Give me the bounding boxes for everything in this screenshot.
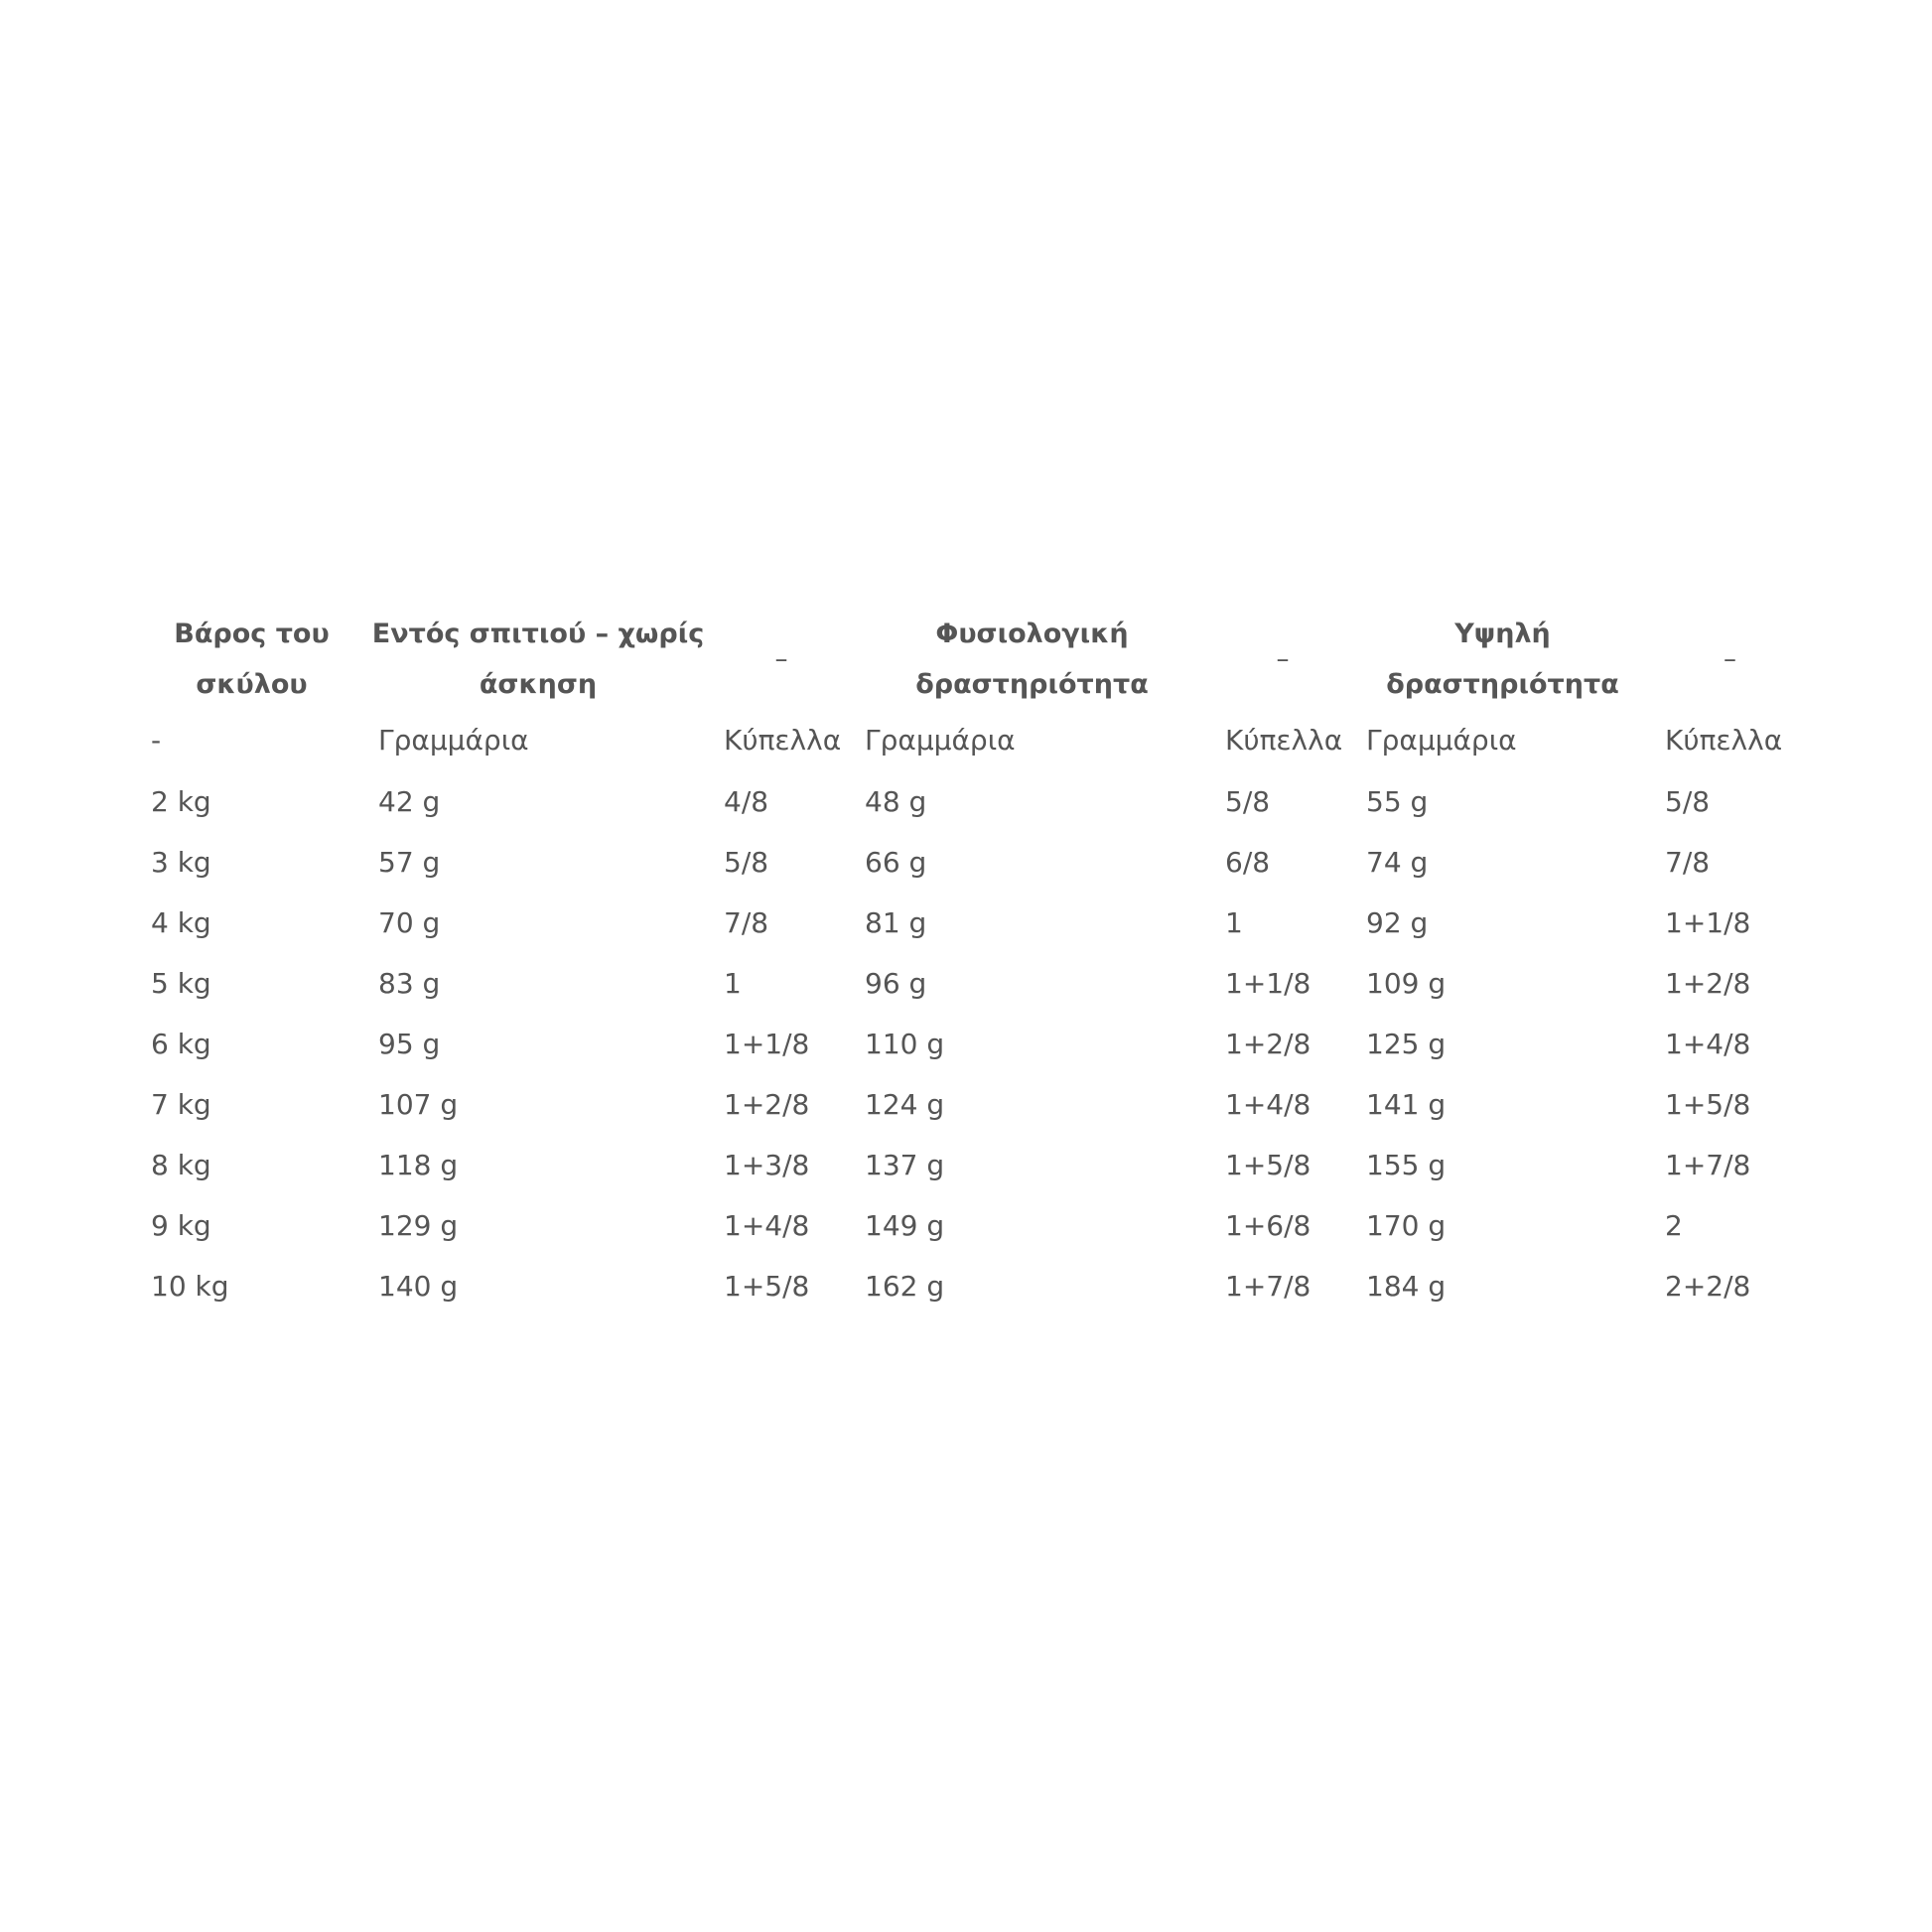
subheader-weight: - <box>151 724 162 757</box>
cell-grams-normal: 149 g <box>865 1208 945 1242</box>
cell-cups-high: 5/8 <box>1665 784 1711 818</box>
cell-cups-high: 1+5/8 <box>1665 1087 1751 1121</box>
header-dash: – <box>774 643 788 674</box>
cell-weight: 2 kg <box>151 784 211 818</box>
cell-weight: 7 kg <box>151 1087 211 1121</box>
cell-weight: 10 kg <box>151 1269 229 1303</box>
cell-weight: 6 kg <box>151 1027 211 1060</box>
table-row <box>139 771 1807 832</box>
cell-grams-normal: 81 g <box>865 905 927 939</box>
cell-cups-high: 1+7/8 <box>1665 1148 1751 1181</box>
cell-weight: 9 kg <box>151 1208 211 1242</box>
cell-grams-high: 170 g <box>1366 1208 1447 1242</box>
table-row <box>139 893 1807 953</box>
subheader-cups: Κύπελλα <box>724 724 842 757</box>
subheader-grams: Γραμμάρια <box>865 724 1016 757</box>
cell-grams-indoor: 95 g <box>378 1027 441 1060</box>
feeding-table <box>139 609 1807 1316</box>
cell-cups-normal: 5/8 <box>1225 784 1271 818</box>
header-high-activity: Υψηλή δραστηριότητα <box>1386 619 1619 700</box>
cell-grams-indoor: 83 g <box>378 966 441 1000</box>
cell-grams-indoor: 140 g <box>378 1269 459 1303</box>
cell-cups-indoor: 5/8 <box>724 845 769 879</box>
cell-grams-normal: 96 g <box>865 966 927 1000</box>
cell-grams-normal: 110 g <box>865 1027 945 1060</box>
cell-grams-indoor: 57 g <box>378 845 441 879</box>
cell-grams-high: 74 g <box>1366 845 1429 879</box>
cell-grams-high: 109 g <box>1366 966 1447 1000</box>
header-weight: Βάρος του σκύλου <box>174 619 330 700</box>
table-subheader-row <box>139 710 1807 771</box>
subheader-cups: Κύπελλα <box>1665 724 1783 757</box>
cell-cups-indoor: 1+2/8 <box>724 1087 810 1121</box>
cell-grams-indoor: 107 g <box>378 1087 459 1121</box>
table-row <box>139 1256 1807 1316</box>
cell-cups-normal: 1 <box>1225 905 1243 939</box>
subheader-grams: Γραμμάρια <box>1366 724 1517 757</box>
cell-cups-indoor: 1 <box>724 966 742 1000</box>
cell-weight: 8 kg <box>151 1148 211 1181</box>
cell-cups-normal: 1+1/8 <box>1225 966 1311 1000</box>
header-indoor: Εντός σπιτιού – χωρίς άσκηση <box>371 619 705 700</box>
cell-cups-indoor: 1+5/8 <box>724 1269 810 1303</box>
cell-cups-normal: 1+2/8 <box>1225 1027 1311 1060</box>
cell-cups-indoor: 1+4/8 <box>724 1208 810 1242</box>
cell-grams-normal: 48 g <box>865 784 927 818</box>
cell-cups-normal: 1+4/8 <box>1225 1087 1311 1121</box>
cell-grams-high: 125 g <box>1366 1027 1447 1060</box>
cell-cups-high: 7/8 <box>1665 845 1711 879</box>
cell-cups-normal: 1+7/8 <box>1225 1269 1311 1303</box>
cell-grams-high: 92 g <box>1366 905 1429 939</box>
cell-cups-normal: 1+5/8 <box>1225 1148 1311 1181</box>
table-row <box>139 1195 1807 1256</box>
cell-grams-indoor: 129 g <box>378 1208 459 1242</box>
header-dash: – <box>1724 643 1736 674</box>
cell-weight: 3 kg <box>151 845 211 879</box>
table-header-row <box>139 609 1807 710</box>
cell-cups-high: 1+4/8 <box>1665 1027 1751 1060</box>
cell-cups-high: 1+1/8 <box>1665 905 1751 939</box>
cell-grams-indoor: 118 g <box>378 1148 459 1181</box>
cell-grams-normal: 162 g <box>865 1269 945 1303</box>
cell-grams-high: 141 g <box>1366 1087 1447 1121</box>
cell-grams-normal: 66 g <box>865 845 927 879</box>
cell-cups-indoor: 7/8 <box>724 905 769 939</box>
cell-grams-indoor: 42 g <box>378 784 441 818</box>
cell-weight: 5 kg <box>151 966 211 1000</box>
table-row <box>139 1135 1807 1195</box>
cell-grams-normal: 137 g <box>865 1148 945 1181</box>
cell-cups-normal: 1+6/8 <box>1225 1208 1311 1242</box>
cell-cups-indoor: 1+1/8 <box>724 1027 810 1060</box>
table-row <box>139 953 1807 1014</box>
cell-cups-high: 1+2/8 <box>1665 966 1751 1000</box>
subheader-cups: Κύπελλα <box>1225 724 1343 757</box>
table-row <box>139 832 1807 893</box>
header-dash: – <box>1276 643 1290 674</box>
cell-grams-high: 155 g <box>1366 1148 1447 1181</box>
header-normal-activity: Φυσιολογική δραστηριότητα <box>915 619 1149 700</box>
cell-cups-indoor: 4/8 <box>724 784 769 818</box>
cell-grams-normal: 124 g <box>865 1087 945 1121</box>
cell-grams-indoor: 70 g <box>378 905 441 939</box>
cell-grams-high: 184 g <box>1366 1269 1447 1303</box>
table-row <box>139 1074 1807 1135</box>
cell-cups-normal: 6/8 <box>1225 845 1271 879</box>
cell-cups-high: 2+2/8 <box>1665 1269 1751 1303</box>
cell-grams-high: 55 g <box>1366 784 1429 818</box>
table-row <box>139 1014 1807 1074</box>
cell-cups-indoor: 1+3/8 <box>724 1148 810 1181</box>
cell-weight: 4 kg <box>151 905 211 939</box>
cell-cups-high: 2 <box>1665 1208 1683 1242</box>
subheader-grams: Γραμμάρια <box>378 724 529 757</box>
